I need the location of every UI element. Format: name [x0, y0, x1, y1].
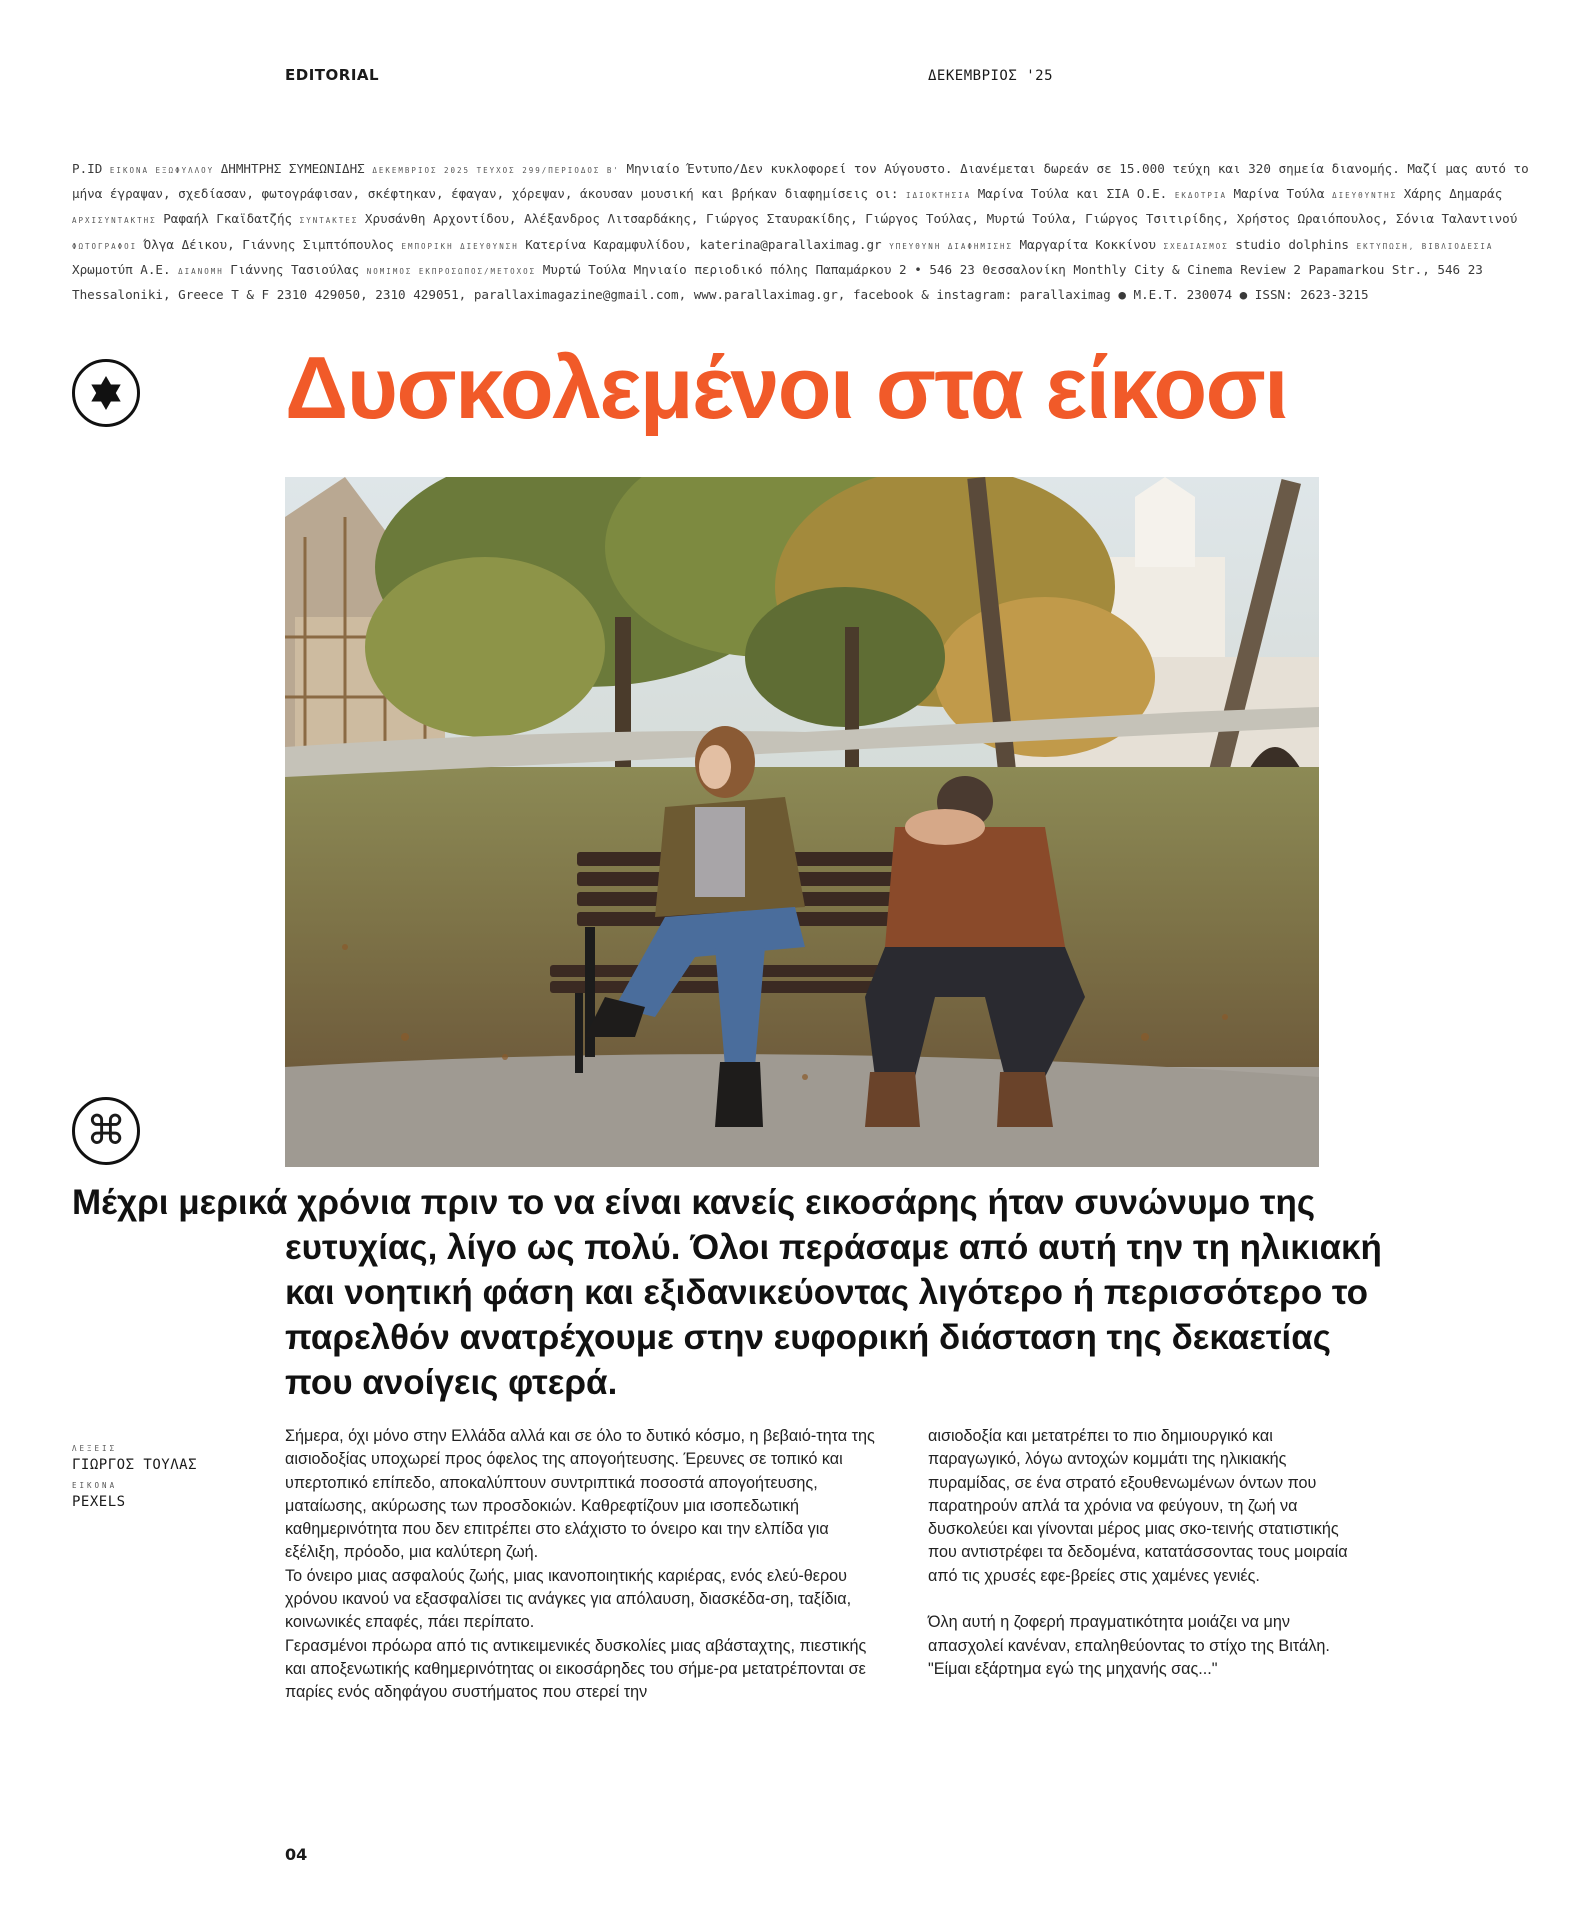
colophon-role: ΥΠΕΥΘΥΝΗ ΔΙΑΦΗΜΙΣΗΣ	[889, 241, 1020, 251]
colophon-text: Γιάννης Τασιούλας	[230, 261, 367, 277]
page-number: 04	[285, 1845, 308, 1864]
colophon-text: Χάρης Δημαράς	[1403, 186, 1503, 202]
colophon-text: P.ID	[72, 161, 110, 176]
lead-line: ευτυχίας, λίγο ως πολύ. Όλοι περάσαμε από αυτή την τη ηλικιακή	[285, 1228, 1382, 1267]
colophon-text: Μαρίνα Τούλα και ΣΙΑ Ο.Ε.	[977, 186, 1175, 202]
colophon-text: Μυρτώ Τούλα Μηνιαίο περιοδικό πόλης Παπαμάρκου 2 • 546 23 Θεσσαλονίκη Monthly City & Cinema Review 2 Papamarkou Str., 546 23 Thessaloniki, Greece T & F 2310 429050, 2310 429051, parallaximagazine@gmail.com, www.parallaximag.gr, facebook & instagram: parallaximag ● Μ.Ε.Τ. 230074 ● ISSN: 2623-3215	[72, 261, 1483, 303]
body-paragraph: Σήμερα, όχι μόνο στην Ελλάδα αλλά και σε όλο το δυτικό κόσμο, η βεβαιό-τητα της αισιοδοξίας υποχωρεί προς όφελος της απογοήτευσης. Έρευνες σε τοπικό και υπερτοπικό επίπεδο, αποκαλύπτουν συντριπτικά ποσοστά απογοήτευσης, ματαίωσης, ακύρωσης των προσδοκιών. Καθρεφτίζουν μια ισοπεδωτική καθημερινότητα που δεν επιτρέπει στο ελάχιστο το όνειρο και την ελπίδα για εξέλιξη, πρόοδο, μια καλύτερη ζωή.	[285, 1427, 875, 1562]
body-paragraph: Γερασμένοι πρόωρα από τις αντικειμενικές δυσκολίες μιας αβάσταχτης, πιεστικής και αποξενωτικής καθημερινότητας οι εικοσάρηδες του σήμε-ρα μετατρέπονται σε παρίες ενός αδηφάγου συστήματος που στερεί την	[285, 1636, 867, 1702]
paragraph-spacer	[928, 1588, 1348, 1611]
colophon-role: ΦΩΤΟΓΡΑΦΟΙ	[72, 241, 144, 251]
body-column-1	[285, 1425, 885, 1705]
colophon-text: Όλγα Δέικου, Γιάννης Σιμπτόπουλος	[143, 236, 402, 252]
colophon-role: ΑΡΧΙΣΥΝΤΑΚΤΗΣ	[72, 216, 164, 226]
body-paragraph: Το όνειρο μιας ασφαλούς ζωής, μιας ικανοποιητικής καριέρας, ενός ελεύ-θερου χρόνου ικανού να εξασφαλίσει τις ανάγκες για απόλαυση, διασκέδα-ση, ταξίδια, κοινωνικές επαφές, πάει περίπατο.	[285, 1566, 852, 1632]
body-paragraph: αισιοδοξία και μετατρέπει το πιο δημιουργικό και παραγωγικό, λόγω αντοχών κομμάτι της ηλικιακής πυραμίδας, σε ένα στρατό εξουθενωμένων όντων που παρατηρούν απλά τα χρόνια να φεύγουν, τη ζωή να δυσκολεύει και γίνονται μέρος μιας σκο-τεινής στατιστικής που αντιστρέφει τα δεδομένα, κατατάσσοντας τους μοιραία από τις χρυσές εφε-βρείες στις χαμένες γενιές.	[928, 1427, 1348, 1585]
colophon	[72, 157, 1532, 306]
colophon-text: Μηνιαίο Έντυπο/Δεν κυκλοφορεί τον Αύγουστο. Διανέμεται δωρεάν σε 15.000 τεύχη και 320 σημεία διανομής. Μαζί μας αυτό το μήνα έγραψαν, σχεδίασαν, φωτογράφισαν, σκέφτηκαν, έφαγαν, χόρεψαν, άκουσαν μουσική και βρήκαν διαφημίσεις οι:	[72, 161, 1529, 202]
lead-line: παρελθόν ανατρέχουμε στην ευφορική διάσταση της δεκαετίας	[285, 1318, 1331, 1357]
colophon-text: Μαργαρίτα Κοκκίνου	[1019, 236, 1164, 252]
lead-line: και νοητική φάση και εξιδανικεύοντας λιγότερο ή περισσότερο το	[285, 1273, 1368, 1312]
colophon-role: ΔΙΑΝΟΜΗ	[178, 266, 231, 276]
colophon-text: Κατερίνα Καραμφυλίδου, katerina@parallaximag.gr	[525, 236, 890, 252]
colophon-text: Μαρίνα Τούλα	[1233, 186, 1333, 202]
star-icon	[72, 359, 140, 427]
colophon-text: studio dolphins	[1235, 236, 1357, 252]
body-column-2	[928, 1425, 1348, 1681]
command-icon	[72, 1097, 140, 1165]
article-credits	[72, 1436, 197, 1510]
issue-date: ΔΕΚΕΜΒΡΙΟΣ '25	[928, 68, 1054, 84]
colophon-role: ΙΔΙΟΚΤΗΣΙΑ	[906, 191, 978, 201]
colophon-role: ΔΕΚΕΜΒΡΙΟΣ 2025 ΤΕΥΧΟΣ 299/ΠΕΡΙΟΔΟΣ Β'	[372, 166, 627, 175]
command-glyph: ⌘	[86, 1108, 126, 1154]
colophon-text: ΔΗΜΗΤΡΗΣ ΣΥΜΕΩΝΙΔΗΣ	[220, 161, 373, 176]
colophon-role: ΕΚΔΟΤΡΙΑ	[1174, 191, 1234, 201]
article-lead	[72, 1180, 1512, 1405]
colophon-role: ΕΚΤΥΠΩΣΗ, ΒΙΒΛΙΟΔΕΣΙΑ	[1356, 241, 1494, 251]
six-point-star-shape	[86, 373, 126, 413]
colophon-text: Ραφαήλ Γκαϊδατζής	[163, 211, 300, 227]
page-title: Δυσκολεμένοι στα είκοσι	[285, 338, 1288, 437]
couple-on-bench-photo	[285, 477, 1319, 1167]
lead-line: που ανοίγεις φτερά.	[285, 1363, 618, 1402]
colophon-role: ΕΜΠΟΡΙΚΗ ΔΙΕΥΘΥΝΣΗ	[401, 241, 526, 251]
colophon-role: ΕΙΚΟΝΑ ΕΞΩΦΥΛΛΟΥ	[109, 166, 221, 175]
image-credit: PEXELS	[72, 1494, 126, 1510]
colophon-role: ΣΧΕΔΙΑΣΜΟΣ	[1163, 241, 1236, 251]
image-label: ΕΙΚΟΝΑ	[72, 1481, 118, 1490]
author-name: ΓΙΩΡΓΟΣ ΤΟΥΛΑΣ	[72, 1457, 198, 1473]
body-paragraph: Όλη αυτή η ζοφερή πραγματικότητα μοιάζει να μην απασχολεί κανέναν, επαληθεύοντας το στίχο της Βιτάλη. "Είμαι εξάρτημα εγώ της μηχανής σας..."	[928, 1613, 1330, 1678]
colophon-role: ΣΥΝΤΑΚΤΕΣ	[299, 216, 365, 226]
colophon-text: Χρυσάνθη Αρχοντίδου, Αλέξανδρος Λιτσαρδάκης, Γιώργος Σταυρακίδης, Γιώργος Τούλας, Μυρτώ Τούλα, Γιώργος Τσιτιρίδης, Χρήστος Ωραιόπουλος, Σόνια Ταλαντινού	[364, 211, 1518, 227]
words-label: ΛΕΞΕΙΣ	[72, 1444, 118, 1453]
colophon-text: Χρωμοτύπ Α.Ε.	[72, 261, 179, 277]
section-label: EDITORIAL	[285, 66, 380, 84]
park-scene-illustration	[285, 477, 1319, 1167]
colophon-role: ΔΙΕΥΘΥΝΤΗΣ	[1332, 191, 1404, 201]
lead-line: Μέχρι μερικά χρόνια πριν το να είναι κανείς εικοσάρης ήταν συνώνυμο της	[72, 1183, 1316, 1222]
colophon-role: ΝΟΜΙΜΟΣ ΕΚΠΡΟΣΩΠΟΣ/ΜΕΤΟΧΟΣ	[366, 266, 543, 276]
